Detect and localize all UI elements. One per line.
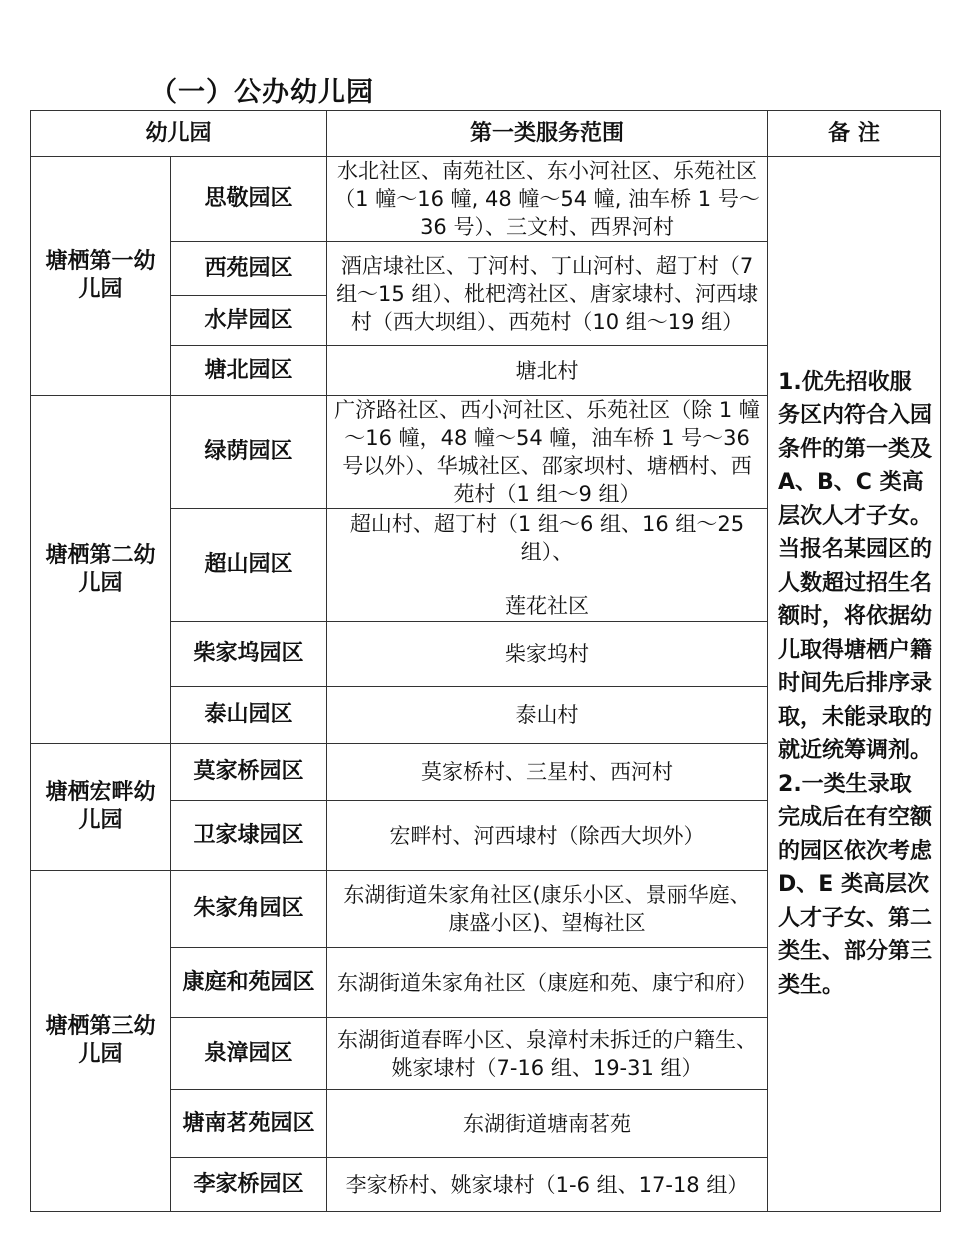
campus-name: 西苑园区 bbox=[171, 242, 327, 296]
service-range: 宏畔村、河西埭村（除西大坝外） bbox=[327, 801, 768, 871]
service-range: 酒店埭社区、丁河村、丁山河村、超丁村（7 组～15 组）、枇杷湾社区、唐家埭村、河西埭村（西大坝组）、西苑村（10 组～19 组） bbox=[327, 242, 768, 346]
campus-name: 泰山园区 bbox=[171, 687, 327, 744]
campus-name: 朱家角园区 bbox=[171, 871, 327, 948]
campus-name: 李家桥园区 bbox=[171, 1158, 327, 1212]
table-row bbox=[31, 157, 941, 242]
campus-name: 超山园区 bbox=[171, 509, 327, 622]
table-header-row bbox=[31, 111, 941, 157]
service-range: 泰山村 bbox=[327, 687, 768, 744]
remark-2: 2.一类生录取完成后在有空额的园区依次考虑 D、E 类高层次人才子女、第二类生、部分第三类生。 bbox=[778, 771, 933, 998]
campus-name: 水岸园区 bbox=[171, 296, 327, 346]
service-range: 水北社区、南苑社区、东小河社区、乐苑社区（1 幢～16 幢, 48 幢～54 幢, 油车桥 1 号～36 号）、三文村、西界河村 bbox=[327, 157, 768, 242]
remarks bbox=[768, 157, 941, 1212]
kindergarten-name: 塘栖第三幼 儿园 bbox=[31, 871, 171, 1212]
service-range: 东湖街道朱家角社区(康乐小区、景丽华庭、康盛小区)、望梅社区 bbox=[327, 871, 768, 948]
kindergarten-name: 塘栖第二幼 儿园 bbox=[31, 396, 171, 744]
kindergarten-name: 塘栖第一幼 儿园 bbox=[31, 157, 171, 396]
section-title: （一）公办幼儿园 bbox=[150, 77, 374, 108]
service-range: 东湖街道朱家角社区（康庭和苑、康宁和府） bbox=[327, 948, 768, 1018]
kindergarten-name: 塘栖宏畔幼 儿园 bbox=[31, 744, 171, 871]
header-kindergarten: 幼儿园 bbox=[31, 111, 327, 157]
campus-name: 思敬园区 bbox=[171, 157, 327, 242]
service-range: 塘北村 bbox=[327, 346, 768, 396]
campus-name: 莫家桥园区 bbox=[171, 744, 327, 801]
kindergarten-table bbox=[30, 110, 941, 1212]
service-range: 李家桥村、姚家埭村（1-6 组、17-18 组） bbox=[327, 1158, 768, 1212]
service-range: 莫家桥村、三星村、西河村 bbox=[327, 744, 768, 801]
campus-name: 康庭和苑园区 bbox=[171, 948, 327, 1018]
campus-name: 塘北园区 bbox=[171, 346, 327, 396]
campus-name: 绿荫园区 bbox=[171, 396, 327, 509]
header-note: 备 注 bbox=[768, 111, 941, 157]
service-range: 广济路社区、西小河社区、乐苑社区（除 1 幢～16 幢，48 幢～54 幢，油车桥 1 号～36 号以外）、华城社区、邵家坝村、塘栖村、西苑村（1 组～9 组） bbox=[327, 396, 768, 509]
header-range: 第一类服务范围 bbox=[327, 111, 768, 157]
campus-name: 塘南茗苑园区 bbox=[171, 1090, 327, 1158]
service-range: 柴家坞村 bbox=[327, 622, 768, 687]
campus-name: 柴家坞园区 bbox=[171, 622, 327, 687]
campus-name: 泉漳园区 bbox=[171, 1018, 327, 1090]
service-range: 超山村、超丁村（1 组～6 组、16 组～25 组）、 莲花社区 bbox=[327, 509, 768, 622]
campus-name: 卫家埭园区 bbox=[171, 801, 327, 871]
service-range: 东湖街道塘南茗苑 bbox=[327, 1090, 768, 1158]
remark-1: 1.优先招收服务区内符合入园条件的第一类及 A、B、C 类高层次人才子女。当报名某园区的人数超过招生名额时，将依据幼儿取得塘栖户籍时间先后排序录取，未能录取的就近统筹调剂。 bbox=[778, 369, 933, 764]
service-range: 东湖街道春晖小区、泉漳村未拆迁的户籍生、姚家埭村（7-16 组、19-31 组） bbox=[327, 1018, 768, 1090]
